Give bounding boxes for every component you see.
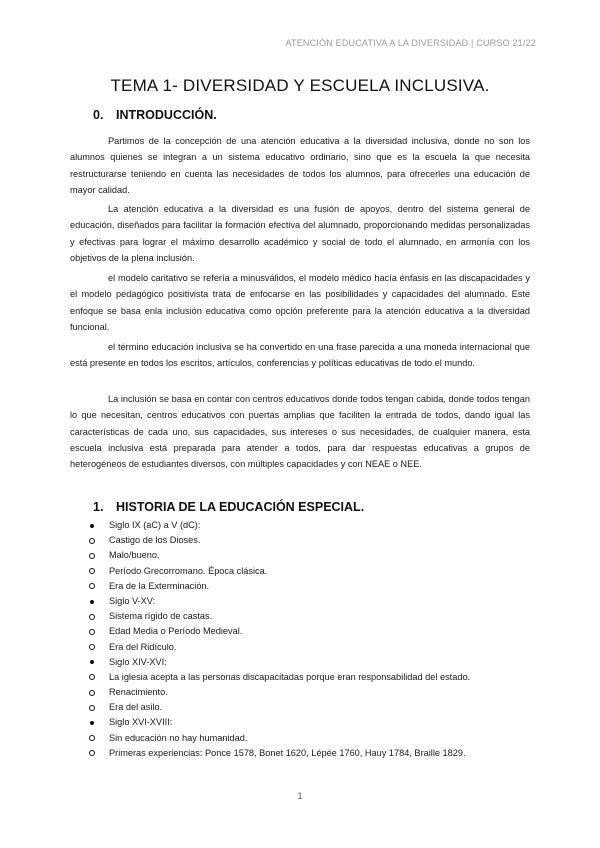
section-heading-introduccion [93, 108, 217, 122]
paragraph-4: el término educación inclusiva se ha convertido en una frase parecida a una moneda internacional que está presente en todos los escritos, artículos, conferencias y políticas educativas de todo el mundo. [70, 342, 530, 369]
section-title: HISTORIA DE LA EDUCACIÓN ESPECIAL. [116, 500, 365, 514]
list-item [88, 746, 528, 761]
list-item-text: Siglo V-XV: [109, 595, 156, 606]
bullet-disc-icon [88, 594, 109, 609]
list-item [88, 640, 528, 655]
list-item-text: La iglesia acepta a las personas discapacitadas porque eran responsabilidad del estado. [109, 671, 471, 682]
section-heading-historia [93, 500, 364, 514]
paragraph-1: Partimos de la concepción de una atención educativa a la diversidad inclusiva, donde no son los alumnos quienes se integran a un sistema educativo ordinario, sino que es la escuela la que necesita restructurarse teniendo en cuenta las necesidades de todos los alumnos, para ofrecerles una educación de mayor calidad. [70, 136, 530, 195]
bullet-circle-icon [88, 564, 109, 579]
bullet-circle-icon [88, 700, 109, 715]
document-title: TEMA 1- DIVERSIDAD Y ESCUELA INCLUSIVA. [110, 76, 490, 95]
list-item [88, 731, 528, 746]
list-item [88, 533, 528, 548]
list-item [88, 700, 528, 715]
bullet-circle-icon [88, 533, 109, 548]
list-item-text: Sistema rígido de castas. [109, 611, 213, 622]
list-item [88, 594, 528, 609]
bullet-disc-icon [88, 715, 109, 730]
bullet-circle-icon [88, 746, 109, 761]
list-item-text: Sin educación no hay humanidad. [109, 732, 248, 743]
running-header: ATENCIÓN EDUCATIVA A LA DIVERSIDAD | CURSO 21/22 [285, 38, 536, 48]
bullet-circle-icon [88, 670, 109, 685]
history-list [88, 518, 528, 761]
bullet-circle-icon [88, 624, 109, 639]
list-item-text: Malo/bueno. [109, 550, 160, 561]
paragraph-3: el modelo caritativo se refería a minusválidos, el modelo médico hacía énfasis en las discapacidades y el modelo pedagógico positivista trata de enfocarse en las posibilidades y capacidades del alumnado. Este enfoque se basa enla inclusión educativa como opción preferente para la atención educativa a la diversidad funcional. [70, 273, 530, 332]
paragraph-5: La inclusión se basa en contar con centros educativos donde todos tengan cabida, donde todos tengan lo que necesitan, centros educativos con puertas amplias que faciliten la entrada de todos, dando igual las características de cada uno, sus capacidades, sus intereses o sus necesidades, de cualquier manera, esta escuela inclusiva está preparada para atender a todos, para dar respuestas educativas a grupos de heterogéneos de estudiantes diversos, con múltiples capacidades y con NEAE o NEE. [70, 394, 530, 469]
page-number: 1 [297, 791, 303, 801]
bullet-circle-icon [88, 609, 109, 624]
list-item-text: Período Grecorromano. Época clásica. [109, 565, 268, 576]
bullet-circle-icon [88, 640, 109, 655]
list-item [88, 624, 528, 639]
section-number: 1. [93, 500, 104, 514]
list-item [88, 715, 528, 730]
list-item-text: Era del asilo. [109, 702, 163, 713]
list-item-text: Siglo XVI-XVIII: [109, 717, 173, 728]
list-item [88, 685, 528, 700]
bullet-circle-icon [88, 685, 109, 700]
paragraph-2: La atención educativa a la diversidad es una fusión de apoyos, dentro del sistema general de educación, diseñados para facilitar la formación efectiva del alumnado, proporcionando medidas personalizadas y efectivas para lograr el máximo desarrollo académico y social de todo el alumnado, en armonía con los objetivos de la plena inclusión. [70, 204, 530, 263]
list-item-text: Era del Ridículo. [109, 641, 177, 652]
list-item [88, 564, 528, 579]
list-item-text: Era de la Exterminación. [109, 580, 210, 591]
section-number: 0. [93, 108, 104, 122]
bullet-circle-icon [88, 579, 109, 594]
list-item [88, 518, 528, 533]
list-item-text: Primeras experiencias: Ponce 1578, Bonet 1620, Lépée 1760, Hauy 1784, Braille 1829. [109, 747, 466, 758]
bullet-circle-icon [88, 731, 109, 746]
list-item [88, 655, 528, 670]
list-item-text: Edad Media o Período Medieval. [109, 626, 243, 637]
list-item-text: Castigo de los Dioses. [109, 535, 201, 546]
list-item-text: Siglo XIV-XVI: [109, 656, 167, 667]
list-item [88, 609, 528, 624]
list-item-text: Siglo IX (aC) a V (dC): [109, 520, 201, 530]
bullet-disc-icon [88, 655, 109, 670]
bullet-disc-icon [88, 518, 109, 533]
list-item [88, 670, 528, 685]
list-item [88, 548, 528, 563]
section-title: INTRODUCCIÓN. [116, 108, 217, 122]
list-item [88, 579, 528, 594]
bullet-circle-icon [88, 548, 109, 563]
list-item-text: Renacimiento. [109, 687, 168, 698]
